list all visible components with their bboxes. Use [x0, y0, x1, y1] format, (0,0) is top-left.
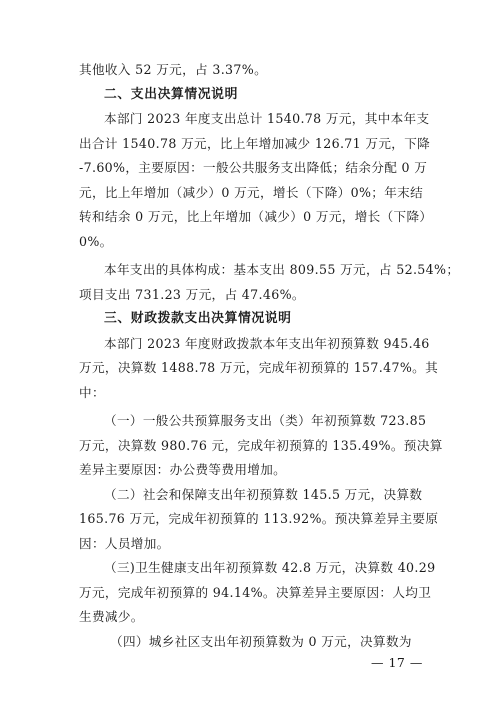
page-number: — 17 — — [371, 655, 423, 670]
section-heading-expenditure: 二、支出决算情况说明 — [104, 86, 238, 102]
paragraph-line: 本年支出的具体构成：基本支出 809.55 万元，占 52.54%； — [104, 262, 460, 277]
paragraph-line: 万元，决算数 1488.78 万元，完成年初预算的 157.47%。其 — [79, 360, 439, 375]
paragraph-line: 万元，完成年初预算的 94.14%。决算差异主要原因：人均卫 — [79, 584, 432, 600]
paragraph-line: （二）社会和保障支出年初预算数 145.5 万元，决算数 — [104, 486, 423, 502]
paragraph-line: 生费减少。 — [79, 609, 144, 624]
paragraph-line: 其他收入 52 万元，占 3.37%。 — [79, 62, 268, 77]
paragraph-line: （一）一般公共预算服务支出（类）年初预算数 723.85 — [104, 413, 427, 428]
paragraph-line: 差异主要原因：办公费等费用增加。 — [79, 462, 287, 477]
paragraph-line: （三)卫生健康支出年初预算数 42.8 万元，决算数 40.29 — [104, 560, 436, 575]
paragraph-line: 出合计 1540.78 万元，比上年增加减少 126.71 万元，下降 — [79, 135, 431, 151]
paragraph-line: 项目支出 731.23 万元，占 47.46%。 — [79, 286, 305, 302]
paragraph-line: 转和结余 0 万元，比上年增加（减少）0 万元，增长（下降） — [79, 209, 433, 224]
paragraph-line: 万元，决算数 980.76 元，完成年初预算的 135.49%。预决算 — [79, 437, 443, 453]
paragraph-line: 165.76 万元，完成年初预算的 113.92%。预决算差异主要原 — [79, 511, 439, 526]
paragraph-line: 本部门 2023 年度支出总计 1540.78 万元，其中本年支 — [104, 111, 430, 126]
paragraph-line: 中： — [79, 384, 105, 400]
paragraph-line: （四）城乡社区支出年初预算数为 0 万元，决算数为 — [110, 633, 412, 649]
paragraph-line: 元，比上年增加（减少）0 万元，增长（下降）0%；年末结 — [79, 184, 424, 200]
document-body — [79, 58, 460, 654]
paragraph-line: 本部门 2023 年度财政拨款本年支出年初预算数 945.46 — [104, 335, 430, 351]
paragraph-line: -7.60%，主要原因：一般公共服务支出降低；结余分配 0 万 — [79, 160, 428, 175]
section-heading-fiscal-appropriation: 三、财政拨款支出决算情况说明 — [104, 311, 292, 326]
paragraph-line: 因：人员增加。 — [79, 535, 170, 551]
paragraph-line: 0%。 — [79, 233, 113, 249]
